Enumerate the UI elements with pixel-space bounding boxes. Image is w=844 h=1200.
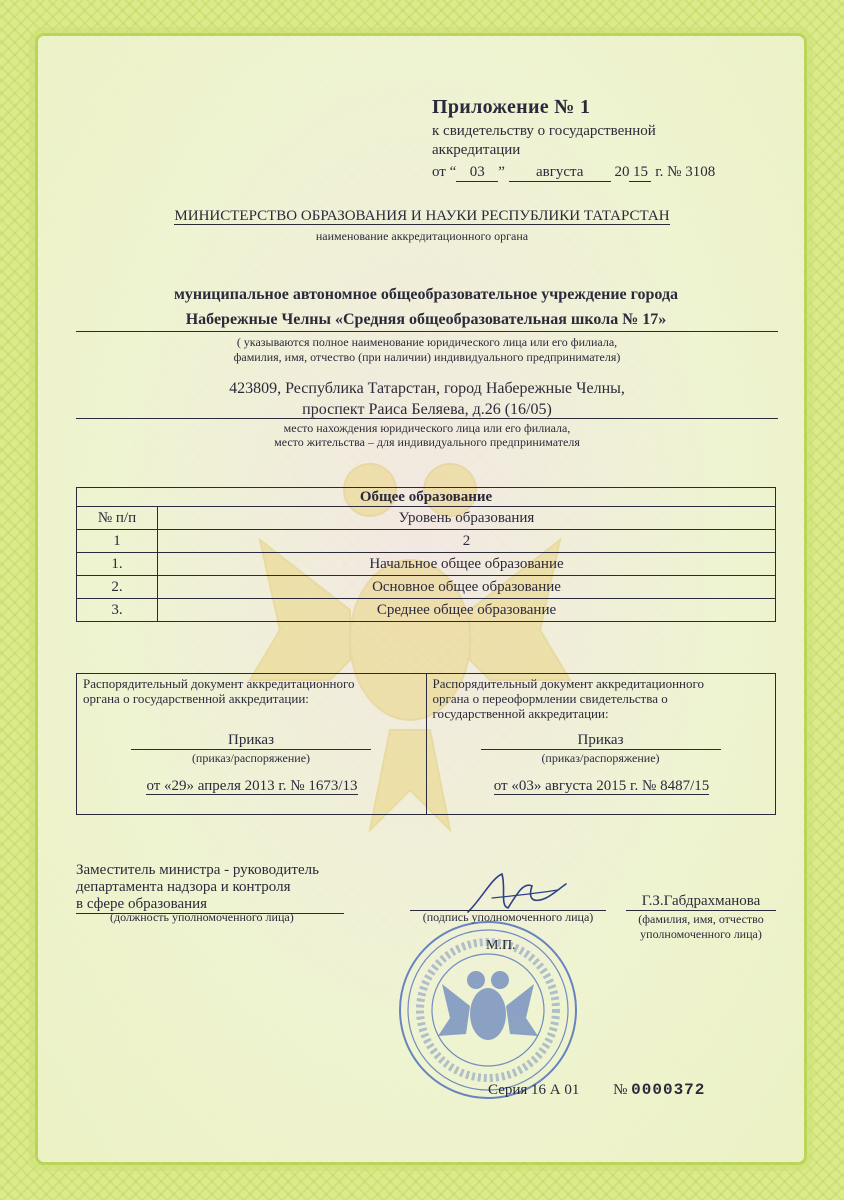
address-line1: 423809, Республика Татарстан, город Набережные Челны,: [229, 380, 625, 397]
row-num: 1.: [77, 553, 158, 576]
date-day: 03: [456, 164, 498, 182]
position-caption: (должность уполномоченного лица): [110, 910, 294, 924]
address-caption-line2: место жительства – для индивидуального предпринимателя: [274, 435, 580, 449]
row-num: 2.: [77, 576, 158, 599]
appendix-title: Приложение № 1: [432, 96, 591, 118]
accreditation-order-caption: (приказ/распоряжение): [191, 751, 311, 765]
authority-caption: наименование аккредитационного органа: [315, 229, 529, 243]
index-cell: 1: [77, 530, 158, 553]
organization-caption-line1: ( указываются полное наименование юридического лица или его филиала,: [236, 335, 618, 349]
form-number: 0000372: [631, 1081, 706, 1099]
reissue-order-cell: [426, 674, 776, 814]
date-number: г. № 3108: [655, 164, 716, 180]
stamp-place-label: М.П.: [486, 938, 516, 953]
accreditation-order-date: от «29» апреля 2013 г. № 1673/13: [146, 778, 358, 794]
organization-caption: [150, 335, 704, 365]
address-line2: проспект Раиса Беляева, д.26 (16/05): [302, 401, 552, 418]
address-underline: [76, 418, 778, 419]
organization-caption-line2: фамилия, имя, отчество (при наличии) индивидуального предпринимателя): [233, 350, 621, 364]
row-level: Среднее общее образование: [158, 599, 776, 622]
heading-line: Распорядительный документ аккредитационного: [83, 676, 355, 691]
appendix-date: [432, 164, 715, 182]
organization-address: [76, 378, 778, 420]
heading-line: органа о переоформлении свидетельства о: [432, 691, 668, 706]
signature-caption: (подпись уполномоченного лица): [422, 910, 594, 924]
reissue-order-heading: [433, 676, 753, 721]
date-month: августа: [509, 164, 611, 182]
table-row: [77, 599, 776, 622]
column-header-num: № п/п: [77, 507, 158, 530]
position-line1: Заместитель министра - руководитель: [76, 862, 319, 878]
organization-name: [76, 282, 776, 332]
date-year-suffix: 15: [629, 164, 651, 182]
heading-line: органа о государственной аккредитации:: [83, 691, 309, 706]
address-caption-line1: место нахождения юридического лица или его филиала,: [283, 421, 571, 435]
table-title: Общее образование: [77, 488, 776, 507]
signatory-name-caption: [626, 912, 776, 942]
table-row: [77, 576, 776, 599]
row-level: Начальное общее образование: [158, 553, 776, 576]
signatory-name: Г.З.Габдрахманова: [626, 893, 776, 911]
form-series-number: [488, 1081, 705, 1099]
reissue-order-type: Приказ: [481, 732, 721, 750]
signatory-position: [76, 862, 344, 914]
position-line2: департамента надзора и контроля: [76, 879, 291, 895]
table-row: [77, 553, 776, 576]
accreditation-order-type: Приказ: [131, 732, 371, 750]
organization-line1: муниципальное автономное общеобразовательное учреждение города: [173, 286, 679, 303]
series-label: Серия 16 А 01: [488, 1082, 580, 1098]
date-year-prefix: 20: [614, 164, 630, 180]
organization-underline: [76, 331, 778, 332]
reissue-order-caption: (приказ/распоряжение): [541, 751, 660, 765]
appendix-subtitle: к свидетельству о государственной аккредитации: [432, 123, 656, 158]
number-sign: №: [613, 1082, 628, 1098]
position-line3: в сфере образования: [76, 896, 344, 914]
accreditation-order-heading: [83, 676, 403, 706]
organization-line2: Набережные Челны «Средняя общеобразовательная школа № 17»: [185, 311, 667, 328]
heading-line: Распорядительный документ аккредитационного: [432, 676, 705, 691]
date-prefix: от “: [432, 164, 457, 180]
row-level: Основное общее образование: [158, 576, 776, 599]
authority-name: МИНИСТЕРСТВО ОБРАЗОВАНИЯ И НАУКИ РЕСПУБЛИКИ ТАТАРСТАН: [174, 208, 670, 224]
index-cell: 2: [158, 530, 776, 553]
administrative-documents-box: [76, 673, 776, 815]
date-quote-close: ”: [498, 164, 505, 180]
address-caption: [150, 421, 704, 449]
reissue-order-date: от «03» августа 2015 г. № 8487/15: [493, 778, 710, 794]
column-header-level: Уровень образования: [158, 507, 776, 530]
heading-line: государственной аккредитации:: [432, 706, 609, 721]
name-caption-line1: (фамилия, имя, отчество: [638, 912, 764, 926]
accreditation-order-cell: [77, 674, 426, 814]
name-caption-line2: уполномоченного лица): [640, 927, 762, 941]
row-num: 3.: [77, 599, 158, 622]
education-levels-table: [76, 487, 776, 622]
